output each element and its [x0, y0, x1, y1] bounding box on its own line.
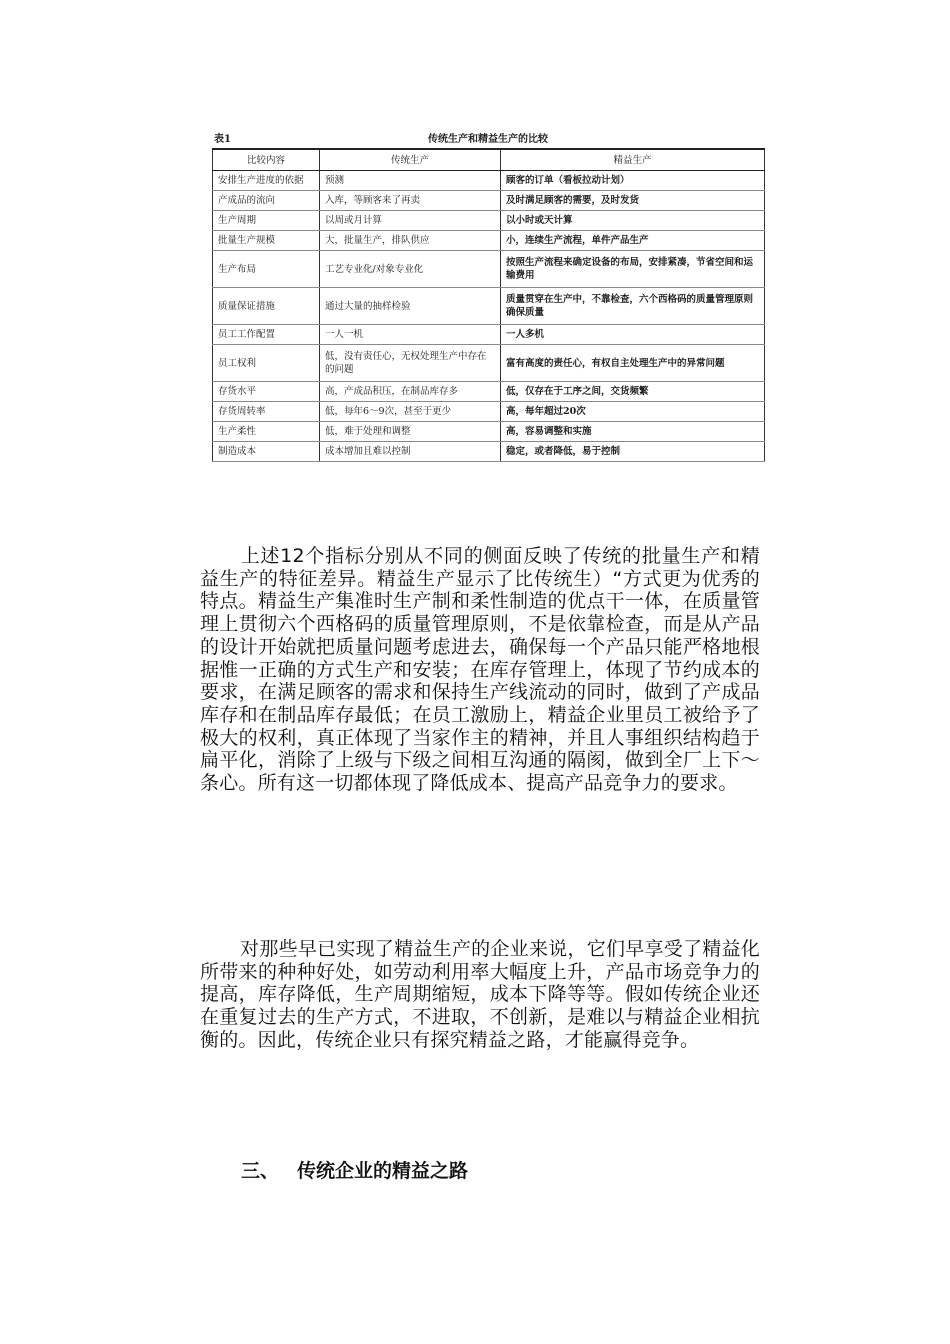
- traditional-cell: 一人一机: [320, 325, 501, 345]
- traditional-cell: 工艺专业化/对象专业化: [320, 251, 501, 288]
- lean-cell: 顾客的订单（看板拉动计划）: [501, 171, 765, 191]
- table-title: 传统生产和精益生产的比较: [428, 134, 548, 145]
- row-label: 产成品的流向: [213, 191, 320, 211]
- row-label: 批量生产规模: [213, 231, 320, 251]
- paragraph-text: 对那些早已实现了精益生产的企业来说，它们早享受了精益化所带来的种种好处，如劳动利用率大幅度上升，产品市场竞争力的提高，库存降低，生产周期缩短，成本下降等等。假如传统企业还在重复过去的生产方式，不进取，不创新，是难以与精益企业相抗衡的。因此，传统企业只有探究精益之路，才能赢得竞争。: [200, 938, 760, 1051]
- lean-cell: 质量贯穿在生产中，不靠检查，六个西格码的质量管理原则确保质量: [501, 288, 765, 325]
- table-row: [213, 288, 765, 325]
- table-row: [213, 231, 765, 251]
- table-row: [213, 251, 765, 288]
- section-title: 传统企业的精益之路: [297, 1160, 469, 1182]
- lean-cell: 高，容易调整和实施: [501, 422, 765, 442]
- row-label: 质量保证措施: [213, 288, 320, 325]
- table-row: [213, 402, 765, 422]
- row-label: 存货水平: [213, 382, 320, 402]
- traditional-cell: 低，难于处理和调整: [320, 422, 501, 442]
- lean-cell: 以小时或天计算: [501, 211, 765, 231]
- traditional-cell: 成本增加且难以控制: [320, 442, 501, 462]
- row-label: 员工权利: [213, 345, 320, 382]
- traditional-cell: 低，每年6～9次，甚至于更少: [320, 402, 501, 422]
- traditional-cell: 以周或月计算: [320, 211, 501, 231]
- table-row: [213, 325, 765, 345]
- row-label: 制造成本: [213, 442, 320, 462]
- lean-cell: 按照生产流程来确定设备的布局，安排紧凑，节省空间和运输费用: [501, 251, 765, 288]
- header-lean: 精益生产: [501, 149, 765, 171]
- comparison-table: [212, 148, 765, 462]
- section-number: 三、: [241, 1160, 280, 1182]
- row-label: 员工工作配置: [213, 325, 320, 345]
- comparison-table-figure: [212, 124, 764, 462]
- row-label: 生产周期: [213, 211, 320, 231]
- row-label: 生产柔性: [213, 422, 320, 442]
- table-number: 表1: [214, 134, 231, 145]
- table-row: [213, 422, 765, 442]
- table-row: [213, 382, 765, 402]
- table-row: [213, 171, 765, 191]
- lean-cell: 稳定，或者降低，易于控制: [501, 442, 765, 462]
- traditional-cell: 高，产成品积压，在制品库存多: [320, 382, 501, 402]
- lean-cell: 高，每年超过20次: [501, 402, 765, 422]
- traditional-cell: 入库，等顾客来了再卖: [320, 191, 501, 211]
- table-row: [213, 191, 765, 211]
- body-paragraph-summary: [200, 545, 760, 795]
- table-row: [213, 345, 765, 382]
- paragraph-text: 上述12个指标分别从不同的侧面反映了传统的批量生产和精益生产的特征差异。精益生产显示了比传统生）“方式更为优秀的特点。精益生产集准时生产制和柔性制造的优点干一体，在质量管理上贯彻六个西格码的质量管理原则，不是依靠检查，而是从产品的设计开始就把质量问题考虑进去，确保每一个产品只能严格地根据惟一正确的方式生产和安装；在库存管理上，体现了节约成本的要求，在满足顾客的需求和保持生产线流动的同时，做到了产成品库存和在制品库存最低；在员工激励上，精益企业里员工被给予了极大的权利，真正体现了当家作主的精神，并且人事组织结构趋于扁平化，消除了上级与下级之间相互沟通的隔阂，做到全厂上下～条心。所有这一切都体现了降低成本、提高产品竞争力的要求。: [200, 545, 760, 795]
- header-traditional: 传统生产: [320, 149, 501, 171]
- header-compare-item: 比较内容: [213, 149, 320, 171]
- table-row: [213, 211, 765, 231]
- section-heading: [241, 1156, 468, 1183]
- traditional-cell: 预测: [320, 171, 501, 191]
- table-header-row: [213, 149, 765, 171]
- body-paragraph-conclusion: [200, 938, 760, 1052]
- row-label: 安排生产进度的依据: [213, 171, 320, 191]
- lean-cell: 低，仅存在于工序之间，交货频繁: [501, 382, 765, 402]
- lean-cell: 小，连续生产流程，单件产品生产: [501, 231, 765, 251]
- lean-cell: 及时满足顾客的需要，及时发货: [501, 191, 765, 211]
- table-row: [213, 442, 765, 462]
- lean-cell: 富有高度的责任心，有权自主处理生产中的异常问题: [501, 345, 765, 382]
- table-caption: [212, 124, 764, 148]
- lean-cell: 一人多机: [501, 325, 765, 345]
- traditional-cell: 大，批量生产，排队供应: [320, 231, 501, 251]
- traditional-cell: 通过大量的抽样检验: [320, 288, 501, 325]
- row-label: 存货周转率: [213, 402, 320, 422]
- row-label: 生产布局: [213, 251, 320, 288]
- traditional-cell: 低，没有责任心，无权处理生产中存在的问题: [320, 345, 501, 382]
